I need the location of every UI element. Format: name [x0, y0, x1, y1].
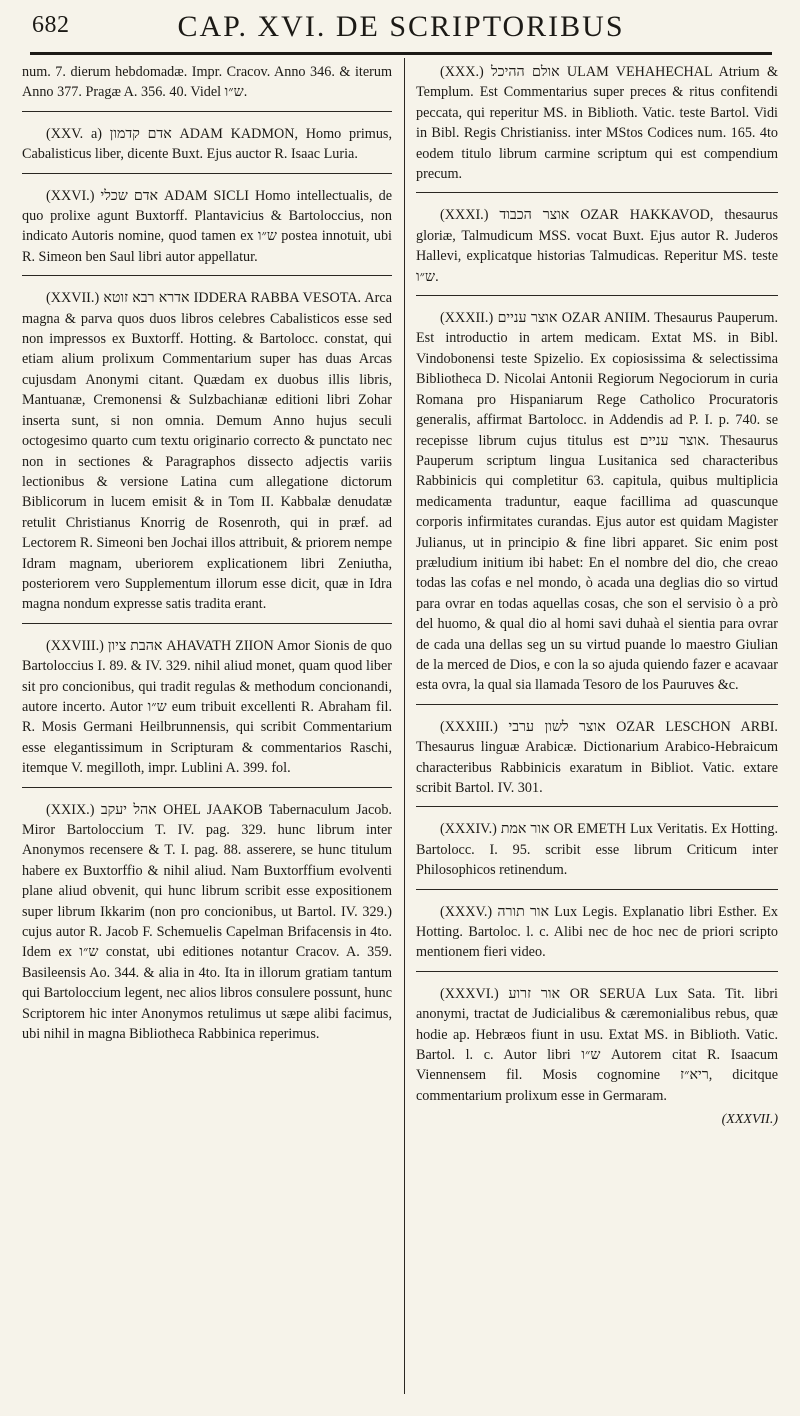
- entry-separator: [416, 295, 778, 296]
- page-number: 682: [32, 12, 70, 38]
- header-rule: [30, 52, 772, 55]
- running-title: CAP. XVI. DE SCRIPTORIBUS: [177, 10, 625, 43]
- left-column: [22, 62, 392, 1048]
- entry-separator: [22, 111, 392, 112]
- entry-xxxi: (XXXI.) אוצר הכבוד OZAR HAKKAVOD, thesaurus gloriæ, Talmudicum MSS. vocat Buxt. Ejus autor R. Juderos Hallevi, explicatque historias Talmudicas. Reperitur MS. teste ש״ו.: [416, 207, 778, 285]
- entry-separator: [22, 623, 392, 624]
- entry-xxxii: (XXXII.) אוצר עניים OZAR ANIIM. Thesaurus Pauperum. Est introductio in artem medicam. Extat MS. in Bibl. Vindobonensi teste Spizelio. Ex copiosissima & selectissima Bibliotheca D. Nicolai Antonii Regiorum Negociorum in curia Romana pro Hispaniarum Rege Catholico Procuratoris generalis, affirmat Bartolocc. in Addendis ad P. I. p. 740. se recepisse librum cujus titulus est אוצר עניים. Thesaurus Pauperum scriptum lingua Lusitanica sed characteribus Rabbinicis qui completitur 63. capitula, quibus multiplicia medicamenta traduntur, eaque facillima ad quascunque corporis infirmitates curandas. Ejus autor est quidam Magister Julianus, ut in principio & fine libri apparet. Sic enim post præludium initium ibi habet: En el nombre del dio, che creao todas las cofas e nel mondo, ò acada una deglias dio so virtud para ovrar en todas aquellas cosas, che son el servisio ò a prò del huomo, & qual dio al homi savi duhaà el sientia para ovrar de cada una dellas seg un su virtud puande lo maestro Giulian de la merced de Dios, e con la so ajuda quiendo fazer e acavaar esta ovra, la qual sia llamada Tesoro de los Pauruves &c.: [416, 310, 779, 694]
- entry-xxxiii: (XXXIII.) אוצר לשון ערבי OZAR LESCHON ARBI. Thesaurus linguæ Arabicæ. Dictionarium Arabico-Hebraicum characteribus Rabbinicis exaratum in Bibliot. Vatic. extare scribit Bartol. IV. 301.: [416, 718, 778, 796]
- entry-xxxv: (XXXV.) אור תורה Lux Legis. Explanatio libri Esther. Ex Hotting. Bartoloc. l. c. Alibi nec de hoc nec de priori scripto mentionem fieri video.: [416, 903, 778, 961]
- entry-separator: [22, 173, 392, 174]
- entry-xxx: (XXX.) אולם ההיכל ULAM VEHAHECHAL Atrium & Templum. Est Commentarius super preces & ritus confitendi peccata, qui reperitur MS. in Biblioth. Vatic. teste Bartol. Vidi in Bibl. Regis Christianiss. inter MStos Codices num. 165. 4to eodem titulo librum carmine scriptum qui est compendium precum.: [416, 64, 778, 183]
- entry-xxxvi: (XXXVI.) אור זרוע OR SERUA Lux Sata. Tit. libri anonymi, tractat de Judicialibus & cæremonialibus rebus, quæ hodie ap. Hebræos fiunt in usu. Extat MS. in Biblioth. Vatic. Bartol. l. c. Autor libri ש״ו Autorem citat R. Isaacum Viennensem fil. Mosis cognomine ריא״ז, dicitque commentarium prolixum esse in Germaram.: [416, 985, 778, 1104]
- entry-separator: [416, 889, 778, 890]
- entry-separator: [22, 787, 392, 788]
- entry-xxxiv: (XXXIV.) אור אמת OR EMETH Lux Veritatis. Ex Hotting. Bartolocc. I. 95. scribit esse librum Criticum inter Philosophicos retinendum.: [416, 821, 779, 879]
- entry-xxviii: (XXVIII.) אהבת ציון AHAVATH ZIION Amor Sionis de quo Bartoloccius I. 89. & IV. 329. nihil aliud monet, quam quod liber sit pro concionibus, qui tradit regulas & methodum concionandi, autore incerto. Autor ש״ו eum tribuit excellenti R. Abraham fil. R. Mosis Germani Heilbrunnensis, qui scribit Commentarium esse elegantissimum in Scripturam & commentarios Raschi, itemque V. megilloth, impr. Lublini A. 399. fol.: [22, 637, 393, 777]
- entry-xxvii: (XXVII.) אדרא רבא זוטא IDDERA RABBA VESOTA. Arca magna & parva quos duos libros celebres Cabalisticos esse sed non impressos ex Buxtorff. Hotting. & Bartolocc. constat, qui etiam alium prolixum Commentarium super has duas Arcas cujusdam Anonymi citant. Quædam ex duobus illis libris, Mantuanæ, Cremonensi & Sulzbachianæ editioni libri Zohar inserta sunt, si non omnia. Demum Anno hujus seculi octogesimo quarto cum textu originario correcto & punctato nec non in sectiones & Paragraphos dissecto adjectis variis lectionibus & versione Latina cum allegatione dictorum Biblicorum in lucem emisit & in Tom II. Kabbalæ denudatæ retulit Christianus Knorrig de Rosenroth, qui in præf. ad Lectorem R. Simeoni ben Jochai illos attribuit, & priorem nempe Idram magnam, uberiorem explicationem libri Zeniutha, posteriorem vero Supplementum illorum esse dicit, quæ in Idra magna nondum expresse satis tradita erant.: [22, 290, 392, 613]
- entry-separator: [416, 971, 778, 972]
- entry-xxvi: (XXVI.) אדם שכלי ADAM SICLI Homo intellectualis, de quo prolixe agunt Buxtorff. Plantavicius & Bartoloccius, non indicato Autoris nomine, quod tamen ex ש״ו postea innotuit, ubi R. Simeon ben Saul libri autor appellatur.: [22, 187, 392, 265]
- entry-separator: [416, 704, 778, 705]
- right-column: [416, 62, 778, 1131]
- entry-continuation: num. 7. dierum hebdomadæ. Impr. Cracov. Anno 346. & iterum Anno 377. Pragæ A. 356. 40. Videl ש״ו.: [22, 64, 392, 101]
- entry-separator: [416, 806, 778, 807]
- column-divider: [404, 58, 405, 1394]
- entry-xxix: (XXIX.) אהל יעקב OHEL JAAKOB Tabernaculum Jacob. Miror Bartoloccium T. IV. pag. 329. hunc librum inter Anonymos recensere & T. I. pag. 88. asserere, se hunc titulum habere ex Buxtorffio & nihil aliud. Nam Buxtorffium evolventi plane aliud obvenit, qui hunc librum scribit esse expositionem super librum Ikkarim (non pro concionibus, ut Bartol. IV. 329.) cujus autor R. Jacob F. Schemuelis Capelman Brifacensis in 4to. Idem ex ש״ו constat, ubi editiones notantur Cracov. A. 359. Basileensis Ao. 344. & alia in 4to. Ita in illorum gratiam tantum qui Bartoloccium legent, nec alios libros consulere possunt, hunc Scriptorem hic inter Anonymos retulimus ut sæpe alibi facimus, ubi nihil in magna Bibliotheca Rabbinica reperimus.: [22, 801, 393, 1043]
- entry-separator: [416, 192, 778, 193]
- catchword: (XXXVII.): [721, 1112, 778, 1128]
- entry-xxv: (XXV. a) אדם קדמון ADAM KADMON, Homo primus, Cabalisticus liber, dicente Buxt. Ejus auctor R. Isaac Luria.: [22, 125, 392, 163]
- entry-separator: [22, 275, 392, 276]
- page-header: [30, 8, 772, 48]
